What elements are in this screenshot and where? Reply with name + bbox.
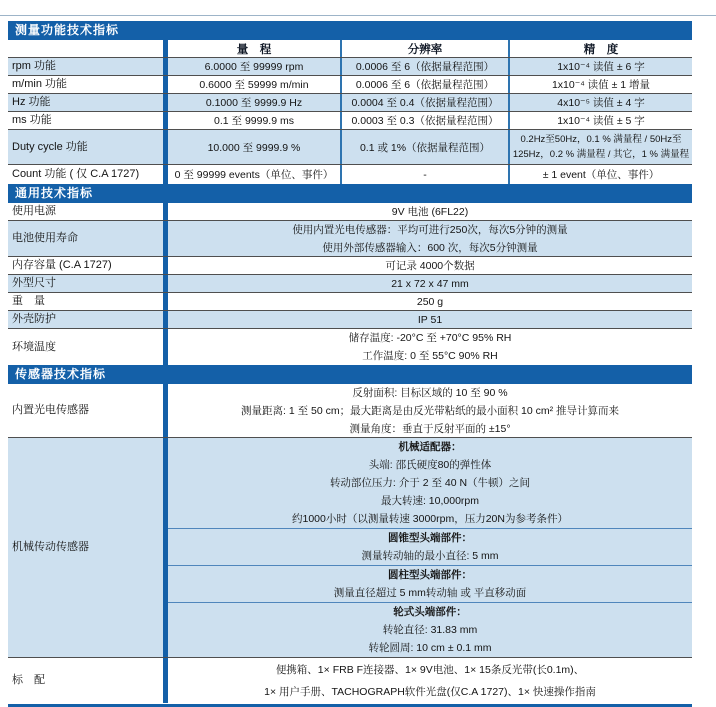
row-label: 重 量 bbox=[12, 295, 45, 307]
cell-text: 0.0004 至 0.4（依据量程范围） bbox=[351, 97, 499, 109]
cell-text: 测量直径超过 5 mm转动轴 或 平直移动面 bbox=[333, 587, 527, 599]
cell-text: 测量角度：垂直于反射平面的 ±15° bbox=[349, 422, 511, 435]
cell-text: 9V 电池 (6FL22) bbox=[391, 205, 469, 218]
row-label: Count 功能 ( 仅 C.A 1727) bbox=[12, 168, 140, 180]
row-label: ms 功能 bbox=[12, 114, 52, 126]
cell-text: 便携箱、1× FRB F连接器、1× 9V电池、1× 15条反光带(长0.1m)、 bbox=[275, 663, 585, 676]
row-label: 外型尺寸 bbox=[12, 277, 56, 289]
value-cell bbox=[168, 384, 692, 437]
cell-text: 0.1 至 9999.9 ms bbox=[214, 115, 294, 127]
value-cell bbox=[168, 76, 340, 93]
row-label bbox=[8, 40, 163, 57]
value-cell bbox=[340, 76, 508, 93]
value-cell bbox=[168, 275, 692, 292]
value-cell bbox=[508, 58, 692, 75]
section-header: 传感器技术指标 bbox=[8, 365, 692, 384]
table-row bbox=[8, 311, 692, 329]
cell-text: 圆锥型头端部件： bbox=[388, 532, 472, 544]
value-cell bbox=[168, 257, 692, 274]
value-cell bbox=[508, 130, 692, 164]
column-header: 精 度 bbox=[508, 40, 692, 57]
value-cell bbox=[168, 221, 692, 256]
cell-text: 约1000小时（以测量转速 3000rpm，压力20N为参考条件） bbox=[292, 513, 568, 525]
row-label: 环境温度 bbox=[12, 340, 56, 353]
cell-text: 4x10⁻⁵ 读值 ± 4 字 bbox=[557, 97, 645, 109]
table-row bbox=[8, 329, 692, 365]
table-row bbox=[8, 658, 692, 703]
cell-text: ± 1 event（单位、事件） bbox=[542, 169, 660, 181]
value-cell bbox=[168, 58, 340, 75]
row-label: rpm 功能 bbox=[12, 60, 56, 72]
cell-text: 1× 用户手册、TACHOGRAPH软件光盘(仅C.A 1727)、1× 快速操作指南 bbox=[264, 685, 596, 698]
row-label: 标 配 bbox=[12, 674, 45, 686]
cell-text: 可记录 4000个数据 bbox=[385, 259, 475, 272]
cell-text: 轮式头端部件： bbox=[393, 606, 467, 618]
row-label: 电池使用寿命 bbox=[12, 232, 78, 244]
row-label: Duty cycle 功能 bbox=[12, 140, 88, 153]
cell-text: 头端: 邵氏硬度80的弹性体 bbox=[368, 459, 492, 471]
value-cell bbox=[340, 165, 508, 184]
cell-text: 0.0003 至 0.3（依据量程范围） bbox=[351, 115, 499, 127]
value-cell bbox=[168, 293, 692, 310]
value-cell bbox=[340, 94, 508, 111]
top-rule bbox=[0, 15, 716, 16]
value-cell bbox=[508, 94, 692, 111]
cell-text: 机械适配器： bbox=[398, 441, 462, 453]
table-row bbox=[8, 130, 692, 165]
cell-text: 0.1 或 1%（依据量程范围） bbox=[359, 141, 491, 154]
cell-text: 转轮圆周: 10 cm ± 0.1 mm bbox=[368, 642, 492, 654]
cell-text: 最大转速: 10,000rpm bbox=[380, 495, 480, 507]
table-header-row bbox=[8, 40, 692, 58]
table-row bbox=[8, 221, 692, 257]
value-group bbox=[168, 438, 692, 529]
cell-text: 0.2Hz至50Hz，0.1 % 满量程 / 50Hz至 bbox=[520, 134, 682, 145]
section-header: 测量功能技术指标 bbox=[8, 21, 692, 40]
table-row bbox=[8, 58, 692, 76]
cell-text: 使用内置光电传感器：平均可进行250次，每次5分钟的测量 bbox=[292, 223, 568, 236]
cell-text: 6.0000 至 99999 rpm bbox=[204, 61, 304, 73]
cell-text: 0.1000 至 9999.9 Hz bbox=[205, 97, 303, 109]
cell-text: 储存温度: -20°C 至 +70°C 95% RH bbox=[348, 332, 512, 344]
cell-text: 圆柱型头端部件： bbox=[388, 569, 472, 581]
value-cell bbox=[508, 76, 692, 93]
value-cell bbox=[168, 203, 692, 220]
value-cell bbox=[340, 112, 508, 129]
value-cell bbox=[168, 112, 340, 129]
value-cell bbox=[168, 311, 692, 328]
column-header: 分辨率 bbox=[340, 40, 508, 57]
cell-text: 使用外部传感器输入：600 次，每次5分钟测量 bbox=[322, 241, 538, 254]
spec-table bbox=[8, 21, 692, 707]
value-cell bbox=[168, 329, 692, 365]
table-row bbox=[8, 112, 692, 130]
cell-text: 转动部位压力: 介于 2 至 40 N（牛顿）之间 bbox=[329, 477, 531, 489]
table-row bbox=[8, 203, 692, 221]
row-label: m/min 功能 bbox=[12, 78, 67, 90]
cell-text: 测量距离: 1 至 50 cm；最大距离是由反光带粘纸的最小面积 10 cm² 推导计算而来 bbox=[240, 404, 620, 417]
row-label: 机械传动传感器 bbox=[12, 541, 89, 553]
value-cell bbox=[340, 58, 508, 75]
value-cell bbox=[508, 112, 692, 129]
cell-text: 0.0006 至 6（依据量程范围） bbox=[355, 61, 495, 73]
cell-text: 0.6000 至 59999 m/min bbox=[199, 79, 309, 91]
cell-text: - bbox=[423, 168, 427, 181]
value-cell bbox=[168, 165, 340, 184]
row-label: 内存容量 (C.A 1727) bbox=[12, 259, 112, 271]
cell-text: 转轮直径: 31.83 mm bbox=[382, 624, 478, 636]
cell-text: IP 51 bbox=[417, 313, 443, 326]
cell-text: 21 x 72 x 47 mm bbox=[391, 277, 469, 290]
cell-text: 反射面积: 目标区域的 10 至 90 % bbox=[352, 386, 508, 399]
table-row bbox=[8, 76, 692, 94]
value-group bbox=[168, 566, 692, 603]
value-cell bbox=[168, 94, 340, 111]
value-cell bbox=[168, 130, 340, 164]
cell-text: 测量转动轴的最小直径: 5 mm bbox=[361, 550, 499, 562]
table-row bbox=[8, 165, 692, 184]
table-row bbox=[8, 384, 692, 438]
value-cell bbox=[168, 438, 692, 657]
value-group bbox=[168, 603, 692, 657]
table-row bbox=[8, 438, 692, 658]
value-cell bbox=[168, 658, 692, 703]
value-group bbox=[168, 529, 692, 566]
row-label: 使用电源 bbox=[12, 205, 56, 217]
cell-text: 10.000 至 9999.9 % bbox=[207, 141, 301, 154]
table-row bbox=[8, 94, 692, 112]
table-row bbox=[8, 275, 692, 293]
row-label: 内置光电传感器 bbox=[12, 404, 89, 416]
cell-text: 1x10⁻⁴ 读值 ± 1 增量 bbox=[551, 79, 651, 91]
cell-text: 1x10⁻⁴ 读值 ± 6 字 bbox=[557, 61, 645, 73]
cell-text: 1x10⁻⁴ 读值 ± 5 字 bbox=[557, 115, 645, 127]
table-row bbox=[8, 257, 692, 275]
row-label: 外壳防护 bbox=[12, 313, 56, 325]
row-label: Hz 功能 bbox=[12, 96, 51, 108]
table-row bbox=[8, 293, 692, 311]
cell-text: 0 至 99999 events（单位、事件） bbox=[174, 169, 334, 181]
cell-text: 125Hz，0.2 % 满量程 / 其它，1 % 满量程 bbox=[512, 149, 690, 160]
cell-text: 0.0006 至 6（依据量程范围） bbox=[355, 79, 495, 91]
cell-text: 工作温度: 0 至 55°C 90% RH bbox=[362, 350, 498, 362]
cell-text: 250 g bbox=[416, 295, 444, 308]
column-header: 量 程 bbox=[236, 43, 272, 56]
value-cell bbox=[508, 165, 692, 184]
section-header: 通用技术指标 bbox=[8, 184, 692, 203]
value-cell bbox=[340, 130, 508, 164]
